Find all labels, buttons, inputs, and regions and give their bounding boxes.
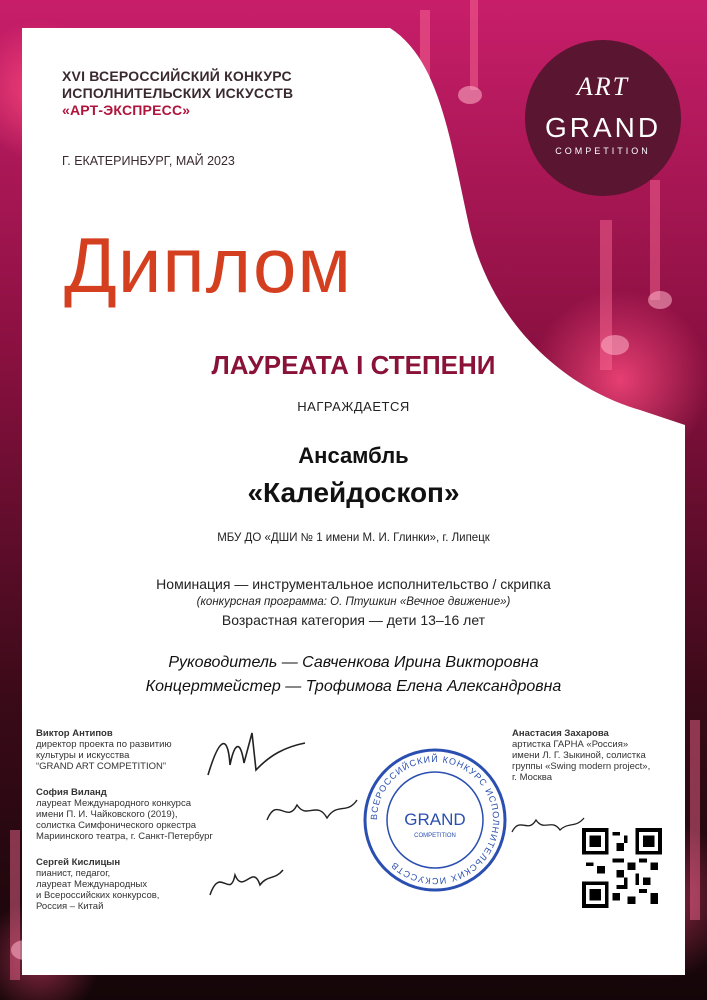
age-category: Возрастная категория — дети 13–16 лет	[221, 612, 486, 628]
signature-1	[200, 725, 310, 785]
signatory-1-name: Виктор Антипов	[36, 728, 113, 739]
stamp-ring-text: ВСЕРОССИЙСКИЙ КОНКУРС ИСПОЛНИТЕЛЬСКИХ ИСКУССТВ	[368, 753, 502, 887]
signature-3	[205, 855, 285, 905]
header-line-2: ИСПОЛНИТЕЛЬСКИХ ИСКУССТВ	[62, 85, 294, 101]
leader: Руководитель — Савченкова Ирина Викторовна	[168, 654, 539, 671]
signatory-2-line: имени П. И. Чайковского (2019),	[36, 809, 178, 820]
signatory-3-name: Сергей Кислицын	[36, 857, 121, 868]
signatory-2-name: София Виланд	[36, 787, 107, 798]
awarded-label: НАГРАЖДАЕТСЯ	[297, 399, 410, 414]
signatory-3	[36, 857, 216, 912]
nomination: Номинация — инструментальное исполнительство / скрипка	[156, 576, 551, 592]
signatory-1-line: директор проекта по развитию	[36, 739, 172, 750]
signature-4	[508, 810, 588, 840]
logo-grand: GRAND	[544, 112, 662, 143]
signatory-3-line: и Всероссийских конкурсов,	[36, 890, 160, 901]
signatory-3-line: Россия – Китай	[36, 901, 104, 912]
signatory-4	[512, 728, 682, 783]
stamp-grand: GRAND	[404, 810, 466, 829]
signatory-3-line: лауреат Международных	[36, 879, 148, 890]
signatory-1	[36, 728, 216, 772]
degree-title: ЛАУРЕАТА I СТЕПЕНИ	[211, 350, 496, 380]
signatory-4-line: группы «Swing modern project»,	[512, 761, 651, 772]
signatory-1-line: “GRAND ART COMPETITION”	[36, 761, 167, 772]
diploma-title: Диплом	[64, 221, 353, 309]
signatory-4-line: артистка ГАРНА «Россия»	[512, 739, 629, 750]
logo-art: ART	[576, 72, 630, 101]
signatory-3-line: пианист, педагог,	[36, 868, 111, 879]
accompanist: Концертмейстер — Трофимова Елена Александровна	[145, 678, 562, 695]
signatory-2-line: Мариинского театра, г. Санкт-Петербург	[36, 831, 213, 842]
signatory-4-line: имени Л. Г. Зыкиной, солистка	[512, 750, 646, 761]
city-date: Г. ЕКАТЕРИНБУРГ, МАЙ 2023	[62, 154, 235, 168]
signatory-1-line: культуры и искусства	[36, 750, 130, 761]
qr-code[interactable]	[582, 828, 662, 908]
signatory-2	[36, 787, 256, 842]
recipient-name: «Калейдоскоп»	[247, 477, 460, 508]
competition-header	[62, 68, 382, 119]
logo-competition: COMPETITION	[555, 146, 651, 156]
signatory-4-line: г. Москва	[512, 772, 553, 783]
signatory-2-line: солистка Симфонического оркестра	[36, 820, 197, 831]
stamp-competition: COMPETITION	[414, 833, 456, 839]
signature-2	[262, 790, 362, 830]
school-name: МБУ ДО «ДШИ № 1 имени М. И. Глинки», г. Липецк	[217, 532, 490, 544]
header-line-3: «АРТ-ЭКСПРЕСС»	[62, 102, 191, 118]
signatory-2-line: лауреат Международного конкурса	[36, 798, 191, 809]
recipient-type: Ансамбль	[298, 443, 409, 468]
program: (конкурсная программа: О. Птушкин «Вечное движение»)	[196, 596, 511, 608]
stamp	[360, 745, 510, 895]
signatory-4-name: Анастасия Захарова	[512, 728, 609, 739]
header-line-1: XVI ВСЕРОССИЙСКИЙ КОНКУРС	[62, 68, 292, 84]
